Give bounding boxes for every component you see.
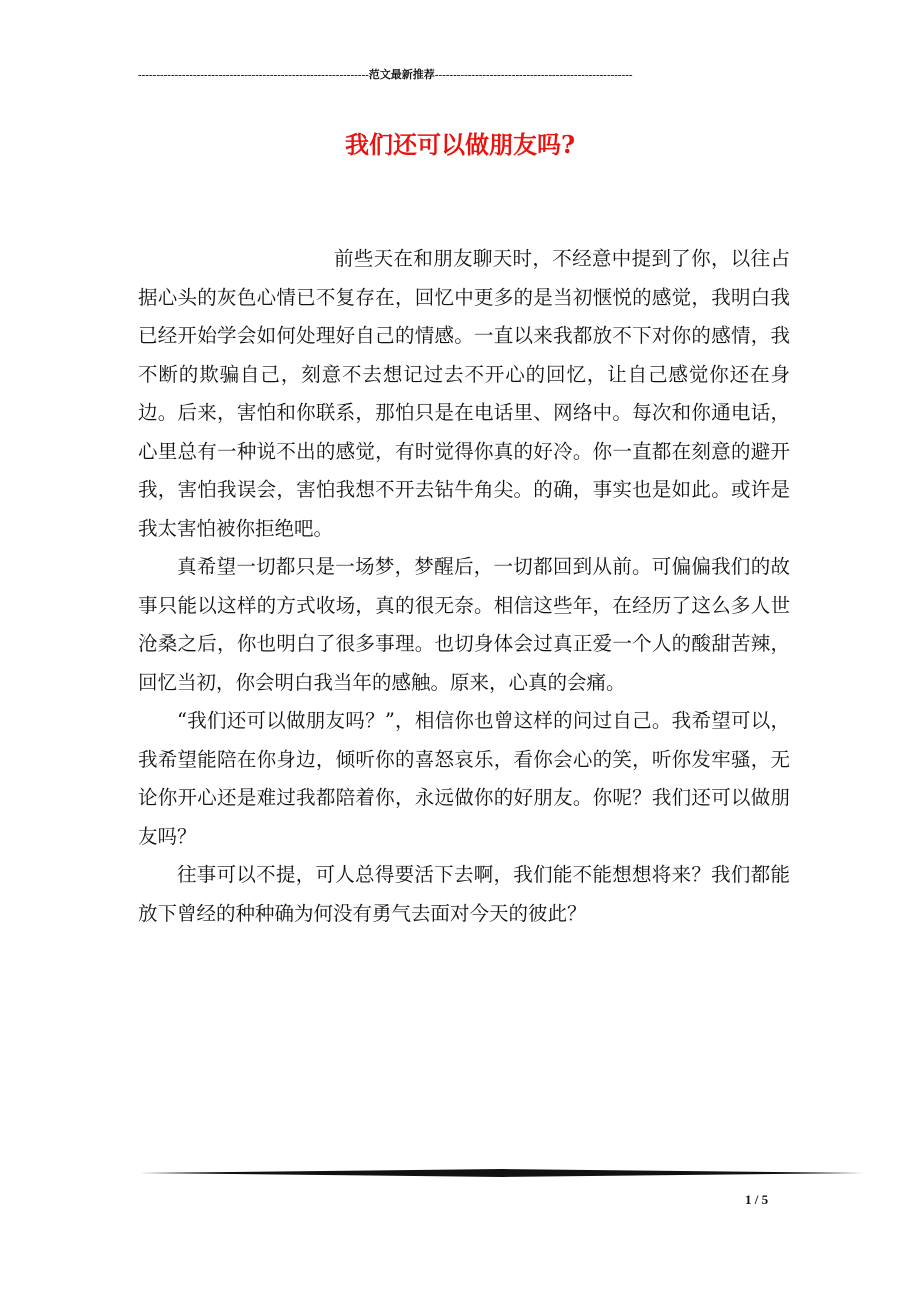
footer-divider — [140, 1168, 864, 1178]
page-header: ---------------------------------------------------------------范文最新推荐------------------------------------------------------ — [138, 69, 633, 81]
paragraph-4: 往事可以不提，可人总得要活下去啊，我们能不能想想将来？我们都能放下曾经的种种确为何没有勇气去面对今天的彼此？ — [138, 863, 790, 925]
page-number: 1 / 5 — [745, 1192, 769, 1207]
document-title: 我们还可以做朋友吗? — [344, 130, 576, 159]
document-body — [138, 240, 790, 933]
paragraph-1: 前些天在和朋友聊天时，不经意中提到了你，以往占据心头的灰色心情已不复存在，回忆中更多的是当初惬悦的感觉，我明白我已经开始学会如何处理好自己的情感。一直以来我都放不下对你的感情，我不断的欺骗自己，刻意不去想记过去不开心的回忆，让自己感觉你还在身边。后来，害怕和你联系，那怕只是在电话里、网络中。每次和你通电话，心里总有一种说不出的感觉，有时觉得你真的好冷。你一直都在刻意的避开我，害怕我误会，害怕我想不开去钻牛角尖。的确，事实也是如此。或许是我太害怕被你拒绝吧。 — [138, 247, 790, 540]
paragraph-3: “我们还可以做朋友吗？”，相信你也曾这样的问过自己。我希望可以，我希望能陪在你身边，倾听你的喜怒哀乐，看你会心的笑，听你发牢骚，无论你开心还是难过我都陪着你，永远做你的好朋友。你呢？我们还可以做朋友吗？ — [138, 709, 790, 848]
paragraph-2: 真希望一切都只是一场梦，梦醒后，一切都回到从前。可偏偏我们的故事只能以这样的方式收场，真的很无奈。相信这些年，在经历了这么多人世沧桑之后，你也明白了很多事理。也切身体会过真正爱一个人的酸甜苦辣，回忆当初，你会明白我当年的感触。原来，心真的会痛。 — [138, 555, 790, 694]
